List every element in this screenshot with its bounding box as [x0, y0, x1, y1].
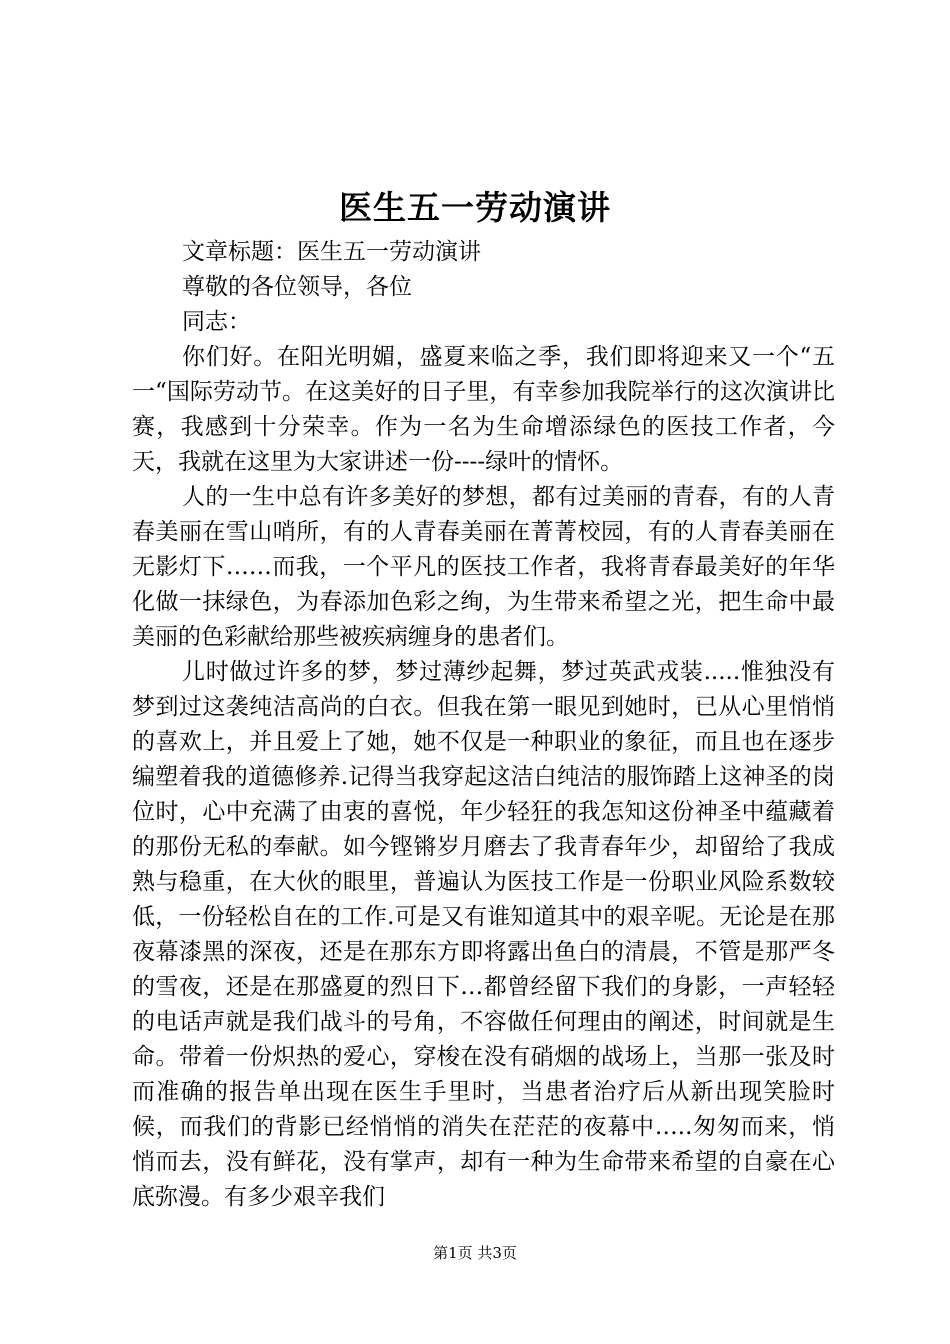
salutation-continuation: 同志： [182, 309, 251, 335]
paragraph-childhood: 儿时做过许多的梦，梦过薄纱起舞，梦过英武戎装.....惟独没有梦到过这袭纯洁高尚的白衣。但我在第一眼见到她时，已从心里悄悄的喜欢上，并且爱上了她，她不仅是一种职业的象征，而且也在逐步编塑着我的道德修养.记得当我穿起这洁白纯洁的服饰踏上这神圣的岗位时，心中充满了由衷的喜悦，年少轻狂的我怎知这份神圣中蕴藏着的那份无私的奉献。如今铿锵岁月磨去了我青春年少，却留给了我成熟与稳重，在大伙的眼里，普遍认为医技工作是一份职业风险系数较低，一份轻松自在的工作.可是又有谁知道其中的艰辛呢。无论是在那夜幕漆黑的深夜，还是在那东方即将露出鱼白的清晨，不管是那严冬的雪夜，还是在那盛夏的烈日下…都曾经留下我们的身影，一声轻轻的电话声就是我们战斗的号角，不容做任何理由的阐述，时间就是生命。带着一份炽热的爱心，穿梭在没有硝烟的战场上，当那一张及时而准确的报告单出现在医生手里时，当患者治疗后从新出现笑脸时候，而我们的背影已经悄悄的消失在茫茫的夜幕中…..匆匆而来，悄悄而去，没有鲜花，没有掌声，却有一种为生命带来希望的自豪在心底弥漫。有多少艰辛我们 [132, 659, 835, 1210]
paragraph-dreams: 人的一生中总有许多美好的梦想，都有过美丽的青春，有的人青春美丽在雪山哨所，有的人青春美丽在菁菁校园，有的人青春美丽在无影灯下……而我，一个平凡的医技工作者，我将青春最美好的年华化做一抹绿色，为春添加色彩之绚，为生带来希望之光，把生命中最美丽的色彩献给那些被疾病缠身的患者们。 [132, 484, 835, 650]
paragraph-intro: 你们好。在阳光明媚，盛夏来临之季，我们即将迎来又一个“五一“国际劳动节。在这美好的日子里，有幸参加我院举行的这次演讲比赛，我感到十分荣幸。作为一名为生命增添绿色的医技工作者，今天，我就在这里为大家讲述一份----绿叶的情怀。 [132, 344, 835, 475]
article-title-line: 文章标题：医生五一劳动演讲 [182, 239, 481, 265]
document-title: 医生五一劳动演讲 [339, 188, 611, 227]
page-footer: 第1页 共3页 [433, 1244, 517, 1262]
salutation-line: 尊敬的各位领导，各位 [182, 274, 412, 300]
document-body [132, 235, 835, 1215]
